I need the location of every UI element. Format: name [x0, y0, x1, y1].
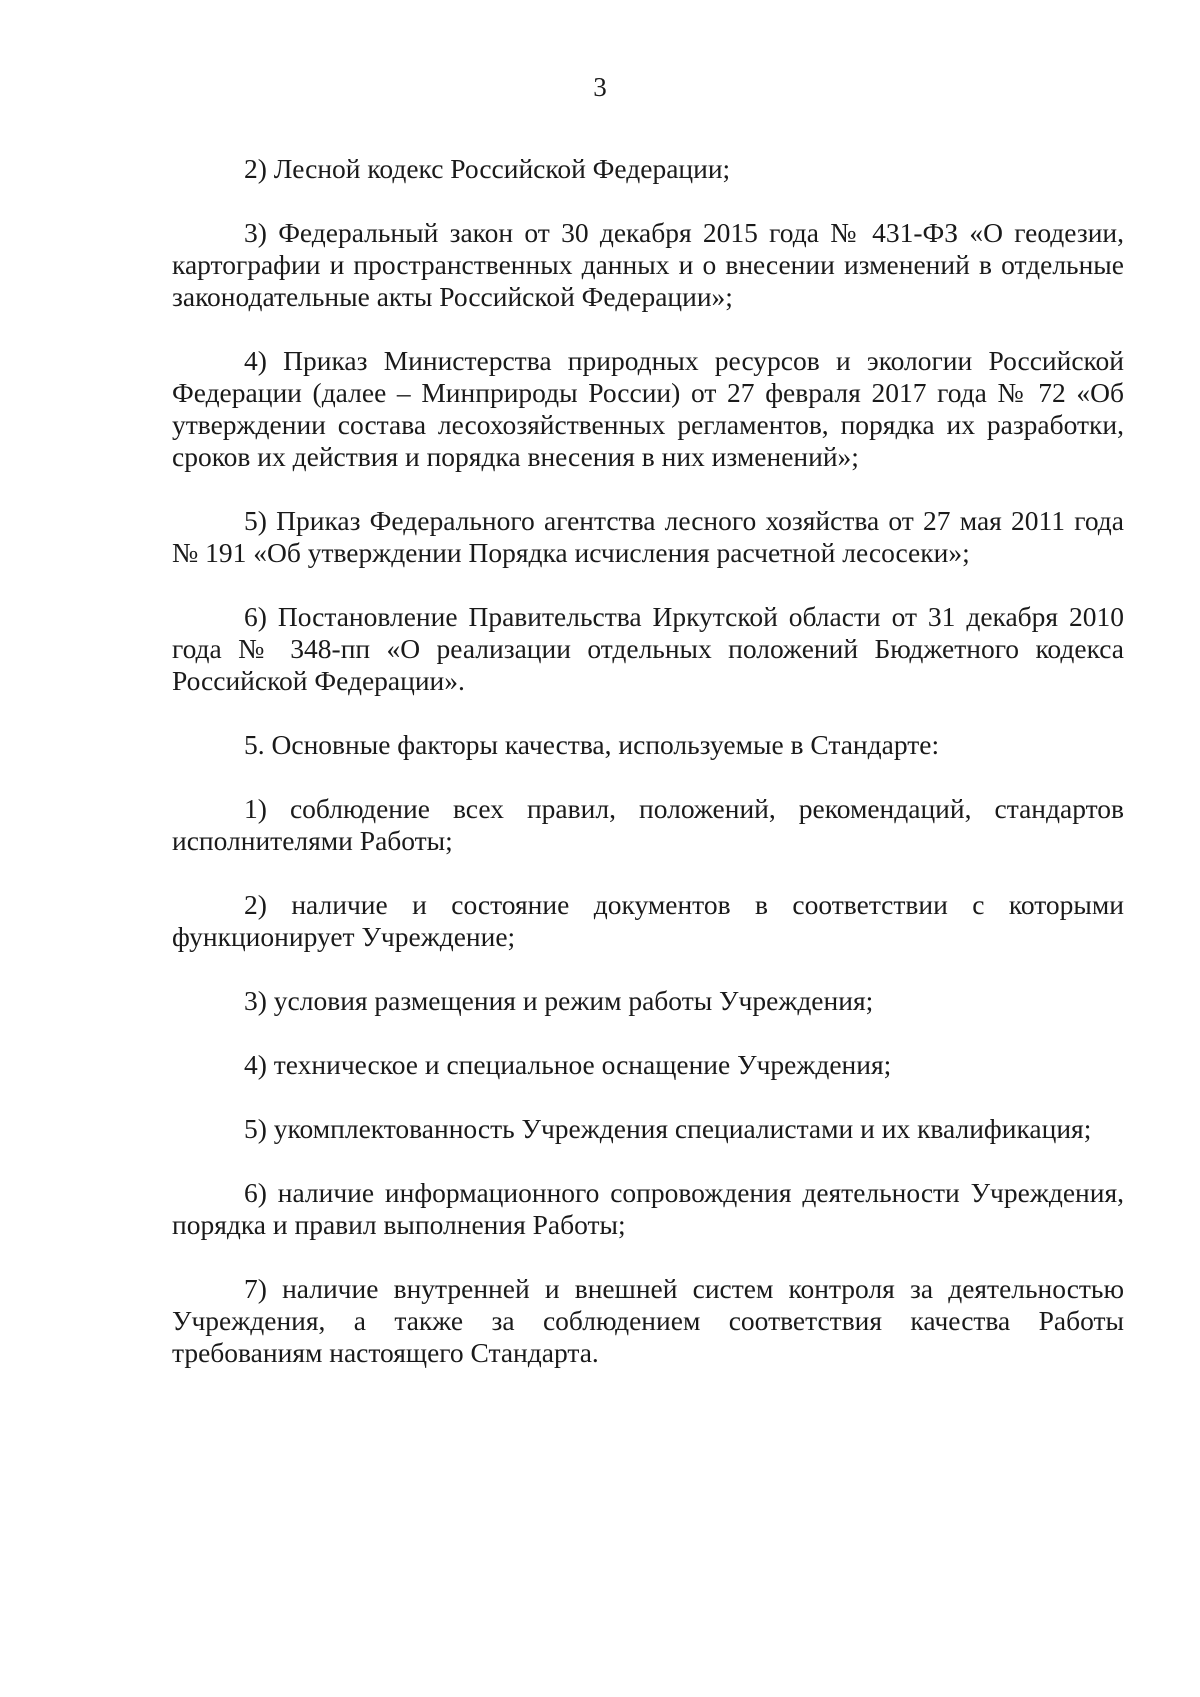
paragraph-resolution-348: 6) Постановление Правительства Иркутской области от 31 декабря 2010 года № 348-пп «О реализации отдельных положений Бюджетного кодекса Российской Федерации». — [172, 601, 1124, 696]
paragraph-forest-code: 2) Лесной кодекс Российской Федерации; — [244, 153, 731, 184]
paragraph-section-5-heading: 5. Основные факторы качества, используемые в Стандарте: — [244, 729, 940, 760]
paragraph-factor-5: 5) укомплектованность Учреждения специалистами и их квалификация; — [244, 1113, 1092, 1144]
paragraph-factor-7: 7) наличие внутренней и внешней систем контроля за деятельностью Учреждения, а также за соблюдением соответствия качества Работы требованиям настоящего Стандарта. — [172, 1273, 1124, 1368]
paragraph-factor-6: 6) наличие информационного сопровождения деятельности Учреждения, порядка и правил выполнения Работы; — [172, 1177, 1124, 1240]
paragraph-factor-1: 1) соблюдение всех правил, положений, рекомендаций, стандартов исполнителями Работы; — [172, 793, 1124, 856]
paragraph-order-rosleskhoz-191: 5) Приказ Федерального агентства лесного хозяйства от 27 мая 2011 года № 191 «Об утверждении Порядка исчисления расчетной лесосеки»; — [172, 505, 1124, 568]
paragraph-federal-law-431: 3) Федеральный закон от 30 декабря 2015 года № 431-ФЗ «О геодезии, картографии и пространственных данных и о внесении изменений в отдельные законодательные акты Российской Федерации»; — [172, 217, 1124, 312]
paragraph-order-minprirody-72: 4) Приказ Министерства природных ресурсов и экологии Российской Федерации (далее – Минприроды России) от 27 февраля 2017 года № 72 «Об утверждении состава лесохозяйственных регламентов, порядка их разработки, сроков их действия и порядка внесения в них изменений»; — [172, 345, 1124, 472]
document-body — [172, 153, 1124, 1401]
paragraph-factor-3: 3) условия размещения и режим работы Учреждения; — [244, 985, 874, 1016]
paragraph-factor-4: 4) техническое и специальное оснащение Учреждения; — [244, 1049, 892, 1080]
paragraph-factor-2: 2) наличие и состояние документов в соответствии с которыми функционирует Учреждение; — [172, 889, 1124, 952]
page-number: 3 — [593, 72, 607, 102]
